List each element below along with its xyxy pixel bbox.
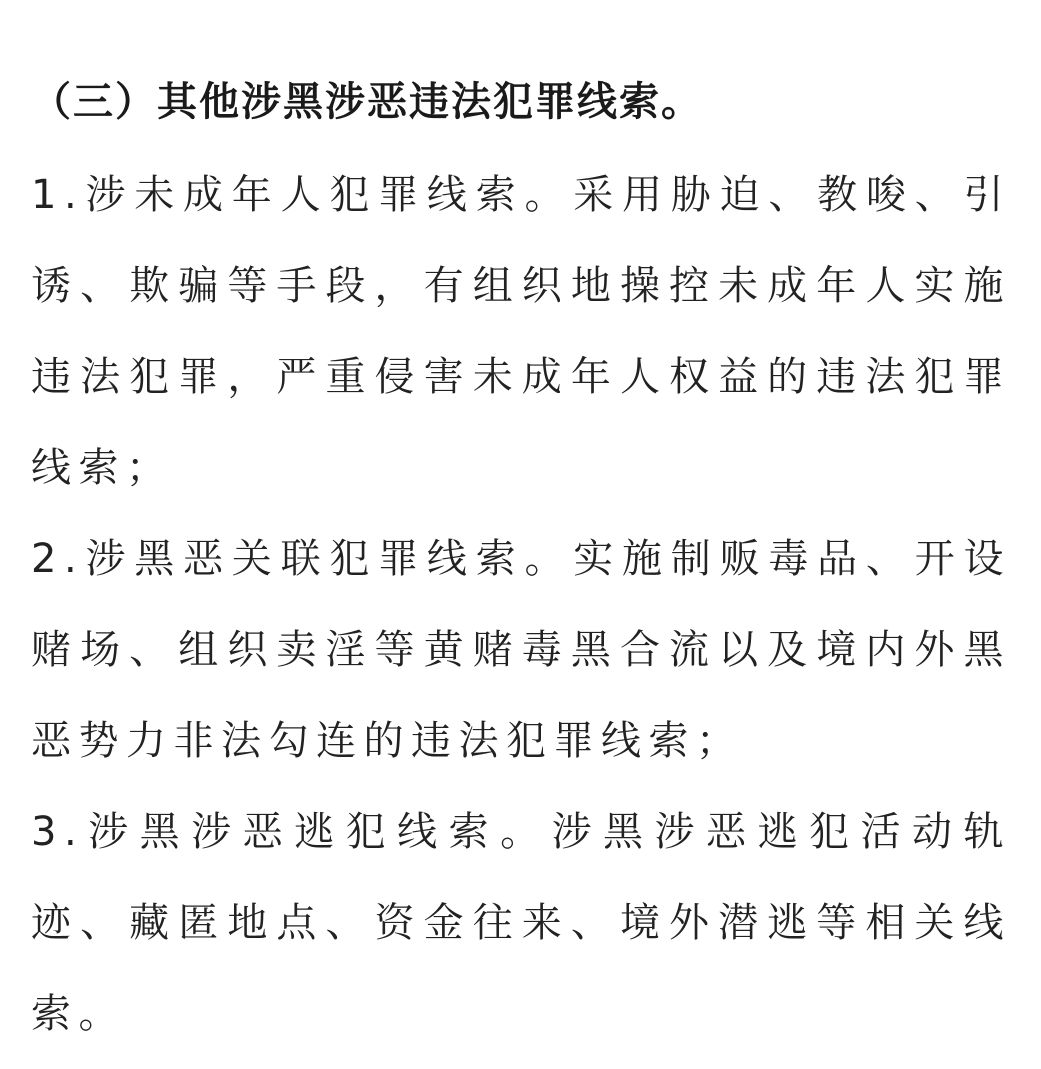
clue-item-fugitives: 3.涉黑涉恶逃犯线索。涉黑涉恶逃犯活动轨迹、藏匿地点、资金往来、境外潜逃等相关线索。 [31, 809, 1011, 1037]
section-heading: （三）其他涉黑涉恶违法犯罪线索。 [31, 79, 703, 125]
clue-item-related-crimes: 2.涉黑恶关联犯罪线索。实施制贩毒品、开设赌场、组织卖淫等黄赌毒黑合流以及境内外黑恶势力非法勾连的违法犯罪线索； [31, 536, 1011, 764]
clue-item-minors: 1.涉未成年人犯罪线索。采用胁迫、教唆、引诱、欺骗等手段，有组织地操控未成年人实施违法犯罪，严重侵害未成年人权益的违法犯罪线索； [31, 172, 1011, 491]
clue-list [31, 150, 1011, 1060]
